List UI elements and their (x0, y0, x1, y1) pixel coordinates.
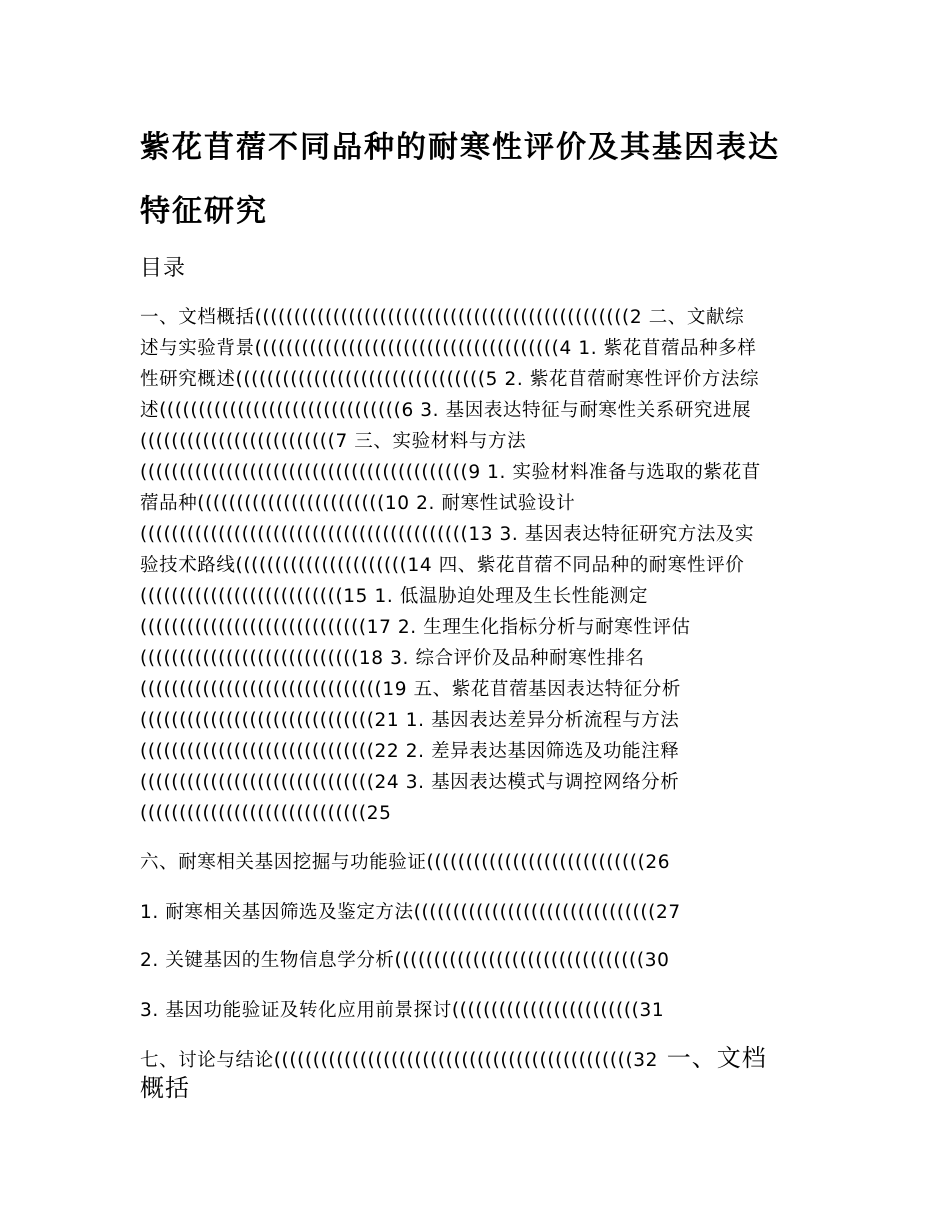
toc-line: 性研究概述((((((((((((((((((((((((((((((((5 2. 紫花苜蓿耐寒性评价方法综 (140, 369, 760, 390)
toc-line: ((((((((((((((((((((((((((((((24 3. 基因表达模式与调控网络分析 (140, 772, 680, 793)
toc-line: 蓿品种((((((((((((((((((((((((10 2. 耐寒性试验设计 (140, 493, 576, 514)
toc-line: 述与实验背景(((((((((((((((((((((((((((((((((((((((4 1. 紫花苜蓿品种多样 (140, 338, 757, 359)
toc-entry-6-1: 1. 耐寒相关基因筛选及鉴定方法(((((((((((((((((((((((((((((((27 (140, 902, 681, 923)
toc-last-entry-block (140, 1043, 810, 1103)
toc-entry-section-6: 六、耐寒相关基因挖掘与功能验证((((((((((((((((((((((((((((26 (140, 852, 671, 873)
document-title-line-1: 紫花苜蓿不同品种的耐寒性评价及其基因表达 (140, 130, 780, 165)
toc-entry-section-7: 七、讨论与结论((((((((((((((((((((((((((((((((((((((((((((((32 (140, 1050, 659, 1071)
toc-line: ((((((((((((((((((((((((((15 1. 低温胁迫处理及生长性能测定 (140, 586, 649, 607)
document-title-line-2: 特征研究 (140, 194, 268, 229)
section-heading-start: 一、文档 (658, 1044, 767, 1072)
section-heading-continuation: 概括 (140, 1074, 190, 1102)
toc-last-line (140, 1043, 810, 1073)
toc-line: 述(((((((((((((((((((((((((((((((6 3. 基因表达特征与耐寒性关系研究进展 (140, 400, 752, 421)
toc-line: 一、文档概括((((((((((((((((((((((((((((((((((((((((((((((((2 二、文献综 (140, 307, 745, 328)
toc-heading: 目录 (140, 256, 187, 281)
toc-line: ((((((((((((((((((((((((((((((21 1. 基因表达差异分析流程与方法 (140, 710, 680, 731)
toc-line: (((((((((((((((((((((((((((((17 2. 生理生化指标分析与耐寒性评估 (140, 617, 691, 638)
toc-line: (((((((((((((((((((((((((((((((19 五、紫花苜蓿基因表达特征分析 (140, 679, 681, 700)
toc-line: ((((((((((((((((((((((((((((((((((((((((((13 3. 基因表达特征研究方法及实 (140, 524, 755, 545)
toc-line: ((((((((((((((((((((((((((((((((((((((((((9 1. 实验材料准备与选取的紫花苜 (140, 462, 761, 483)
toc-entry-6-2: 2. 关键基因的生物信息学分析((((((((((((((((((((((((((((((((30 (140, 950, 670, 971)
toc-line: 验技术路线((((((((((((((((((((((14 四、紫花苜蓿不同品种的耐寒性评价 (140, 555, 745, 576)
toc-line: ((((((((((((((((((((((((((((((22 2. 差异表达基因筛选及功能注释 (140, 741, 680, 762)
toc-entry-6-3: 3. 基因功能验证及转化应用前景探讨((((((((((((((((((((((((31 (140, 1000, 665, 1021)
toc-line: (((((((((((((((((((((((((((((25 (140, 803, 392, 824)
toc-line: (((((((((((((((((((((((((7 三、实验材料与方法 (140, 431, 527, 452)
toc-line: ((((((((((((((((((((((((((((18 3. 综合评价及品种耐寒性排名 (140, 648, 645, 669)
toc-paragraph (140, 302, 810, 829)
